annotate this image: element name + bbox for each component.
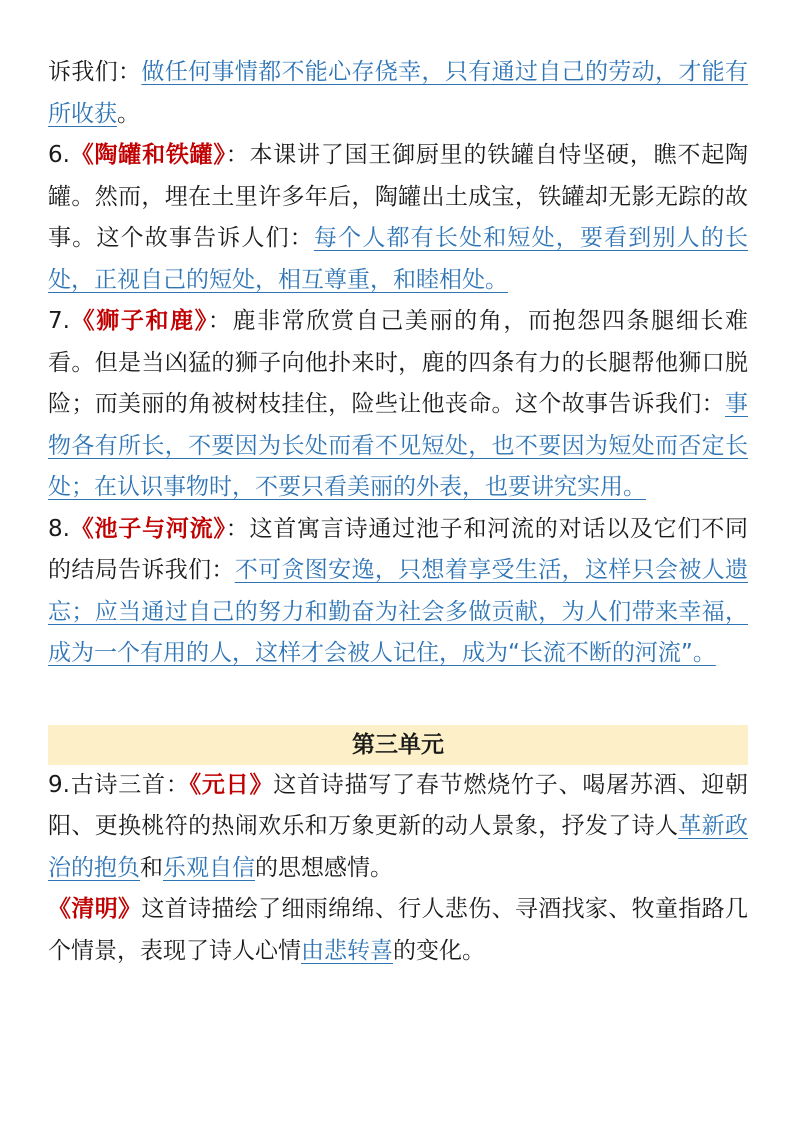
lesson-8-key-point: 不可贪图安逸，只想着享受生活，这样只会被人遗忘；应当通过自己的努力和勤奋为社会多做贡献，为人们带来幸福，成为一个有用的人，这样才会被人记住，成为“长流不断的河流”。	[48, 557, 749, 666]
paragraph-lesson-8	[48, 509, 748, 675]
paragraph-lesson-9	[48, 765, 748, 890]
poem-yuanri-connector: 和	[140, 854, 163, 881]
poem-yuanri-summary: 这首诗描写了春节燃烧竹子、喝屠苏酒、迎朝阳、更换桃符的热闹欢乐和万象更新的动人景象，抒发了诗人	[48, 771, 749, 839]
lesson-6-key-point: 每个人都有长处和短处，要看到别人的长处，正视自己的短处，相互尊重，和睦相处。	[48, 225, 749, 293]
lesson-6-title: 《陶罐和铁罐》	[69, 142, 226, 168]
intro-text: 诉我们：	[48, 59, 142, 85]
poem-qingming-summary: 这首诗描绘了细雨绵绵、行人悲伤、寻酒找家、牧童指路几个情景，表现了诗人心情	[48, 896, 749, 964]
poem-yuanri-end: 的思想感情。	[255, 854, 393, 881]
poem-yuanri-title: 《元日》	[189, 771, 274, 798]
poem-qingming-end: 的变化。	[393, 937, 485, 964]
lesson-9-prefix: 9.古诗三首：	[48, 771, 190, 798]
lesson-7-number: 7.	[48, 308, 70, 334]
paragraph-lesson-6	[48, 135, 748, 301]
lesson-8-number: 8.	[48, 515, 70, 542]
lesson-6-summary: ：本课讲了国王御厨里的铁罐自恃坚硬，瞧不起陶罐。然而，埋在土里许多年后，陶罐出土成宝，铁罐却无影无踪的故事。这个故事告诉人们：	[48, 142, 749, 251]
lesson-8-title: 《池子与河流》	[69, 515, 226, 542]
document-page	[48, 52, 748, 972]
paragraph-lesson-7	[48, 301, 748, 509]
intro-key-point: 做任何事情都不能心存侥幸，只有通过自己的劳动，才能有所收获	[48, 59, 749, 127]
lesson-7-key-point: 事物各有所长，不要因为长处而看不见短处，也不要因为短处而否定长处；在认识事物时，不要只看美丽的外表，也要讲究实用。	[48, 391, 748, 500]
lesson-7-summary: ：鹿非常欣赏自己美丽的角，而抱怨四条腿细长难看。但是当凶猛的狮子向他扑来时，鹿的四条有力的长腿帮他狮口脱险；而美丽的角被树枝挂住，险些让他丧命。这个故事告诉我们：	[48, 308, 749, 417]
unit-3-header: 第三单元	[48, 725, 748, 765]
paragraph-qingming	[48, 889, 748, 972]
lesson-7-title: 《狮子和鹿》	[69, 308, 208, 334]
poem-yuanri-key-point-1: 革新政治的抱负	[48, 813, 749, 881]
poem-qingming-title: 《清明》	[48, 896, 142, 922]
poem-yuanri-key-point-2: 乐观自信	[163, 854, 255, 881]
poem-qingming-key-point: 由悲转喜	[301, 937, 393, 964]
lesson-6-number: 6.	[48, 142, 70, 168]
paragraph-intro	[48, 52, 748, 135]
intro-end: 。	[117, 100, 140, 127]
section-spacer	[48, 675, 748, 725]
lesson-8-summary: ：这首寓言诗通过池子和河流的对话以及它们不同的结局告诉我们：	[48, 515, 749, 583]
